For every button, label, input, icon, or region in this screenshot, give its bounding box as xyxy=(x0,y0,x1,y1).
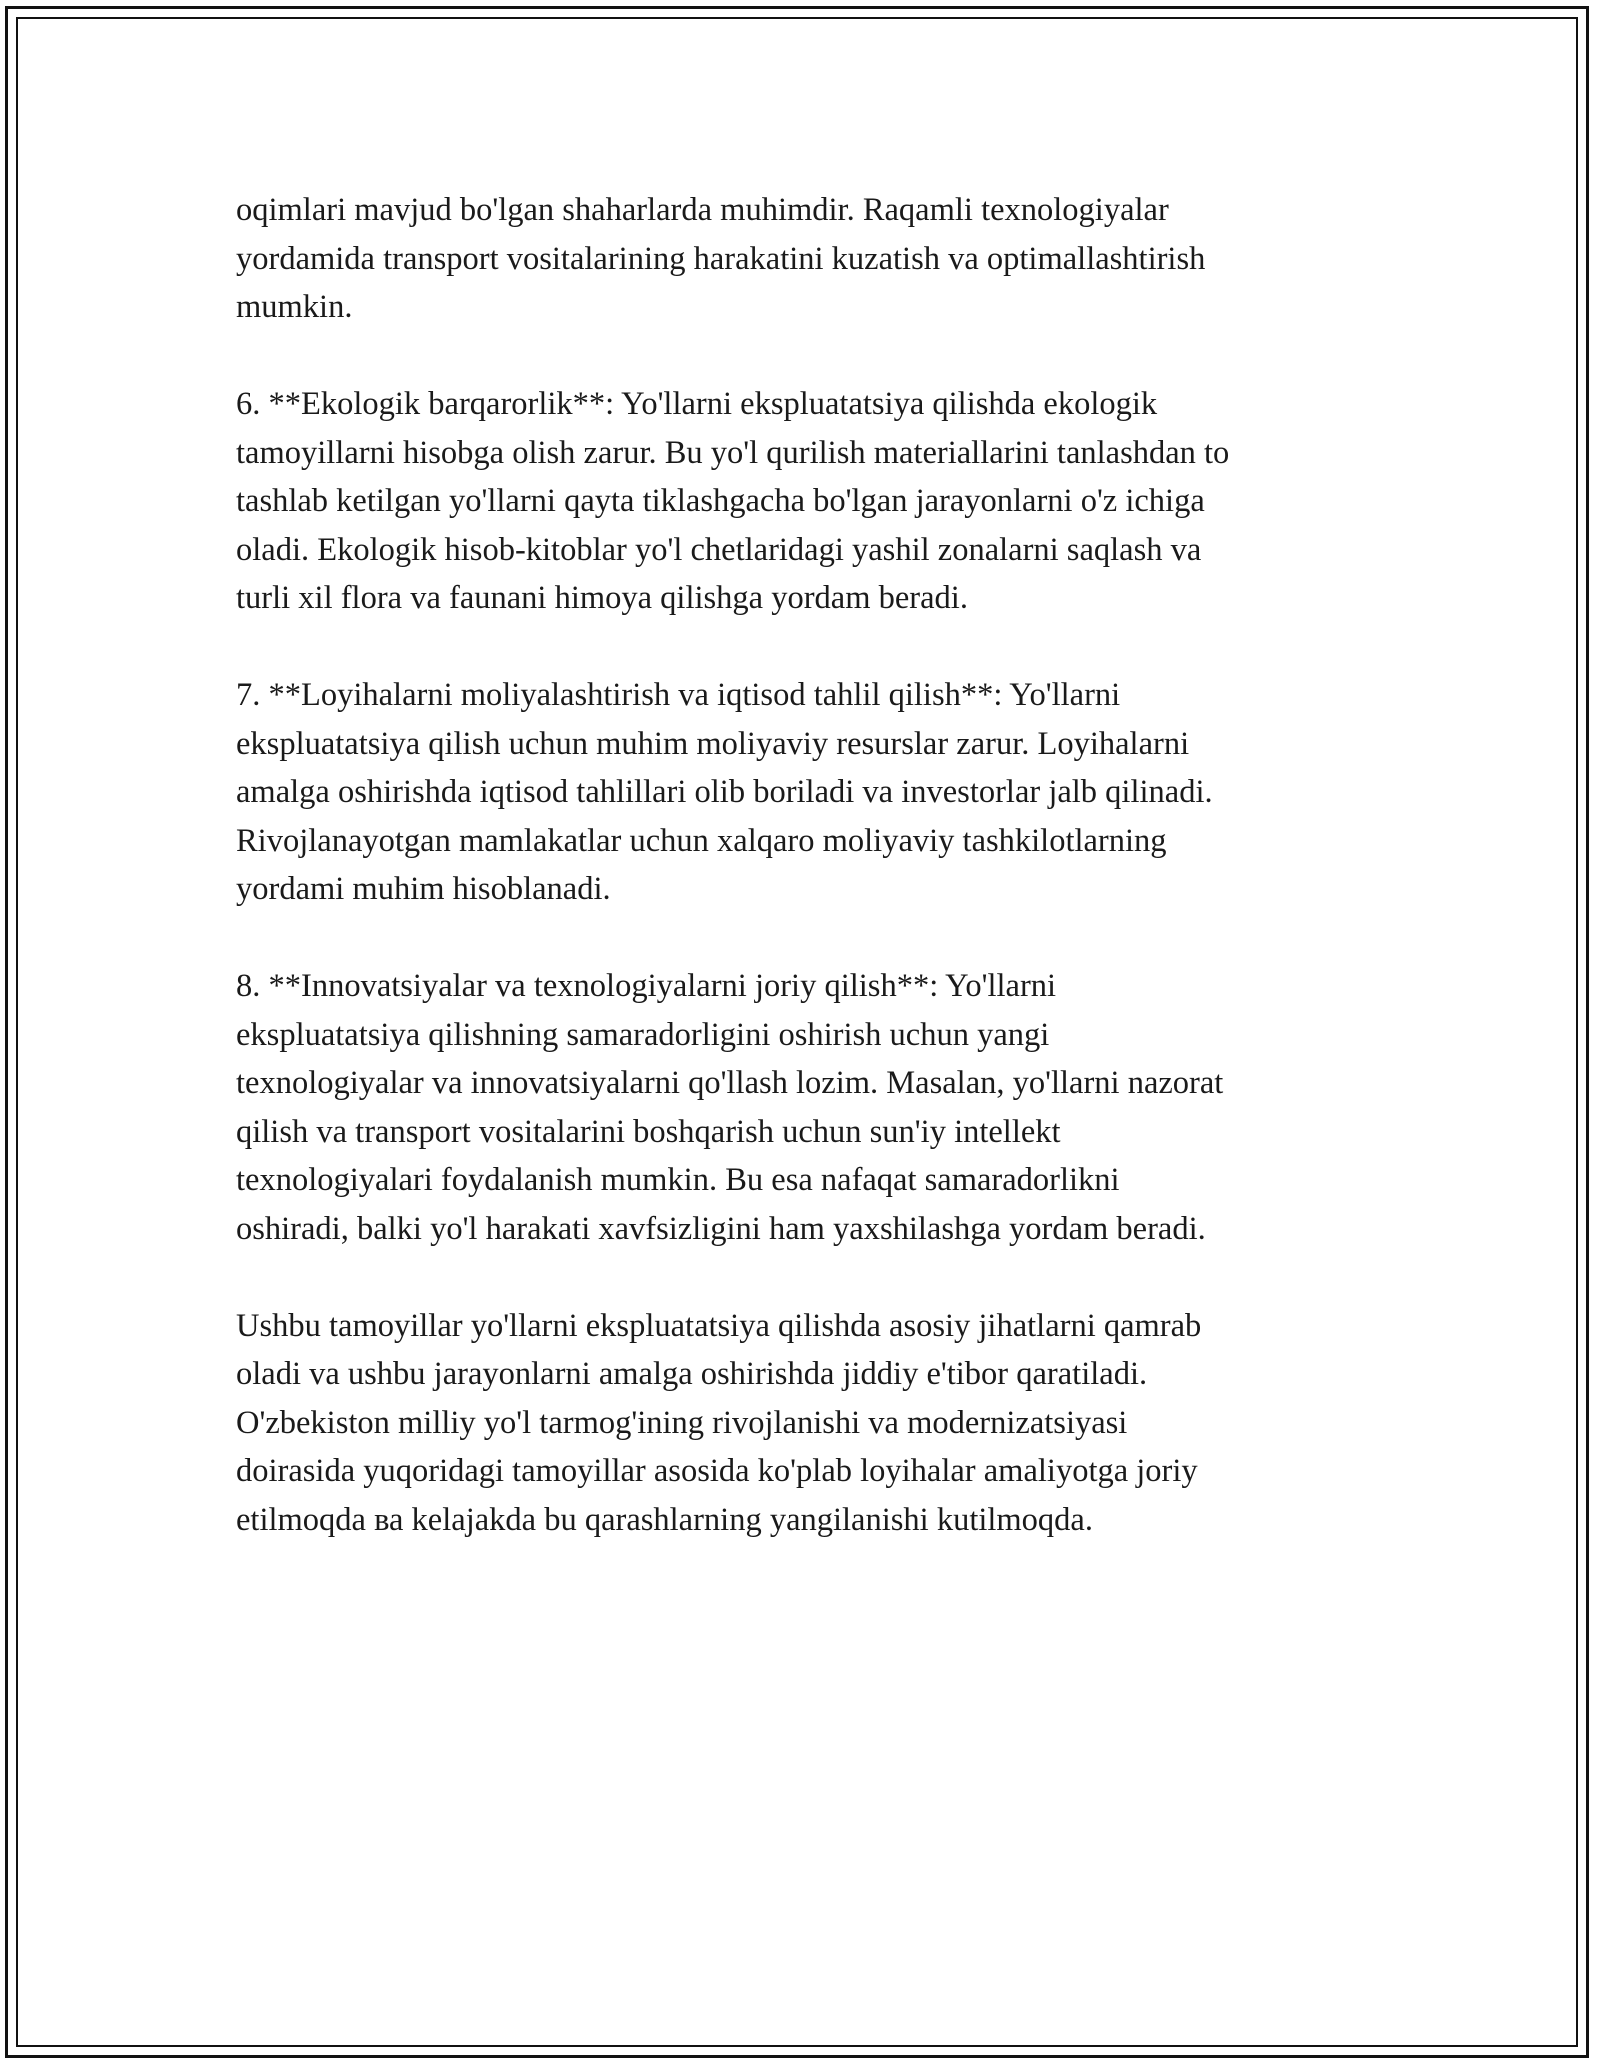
text-line: oshiradi, balki yo'l harakati xavfsizligini ham yaxshilashga yordam beradi. xyxy=(236,1210,1206,1247)
document-body xyxy=(236,186,1386,1593)
text-line: mumkin. xyxy=(236,289,353,325)
text-line: 7. **Loyihalarni moliyalashtirish va iqtisod tahlil qilish**: Yo'llarni xyxy=(236,677,1121,713)
text-line: ekspluatatsiya qilish uchun muhim moliyaviy resurslar zarur. Loyihalarni xyxy=(236,725,1190,762)
text-line: yordamida transport vositalarining harakatini kuzatish va optimallashtirish xyxy=(236,240,1206,277)
text-line: amalga oshirishda iqtisod tahlillari olib boriladi va investorlar jalb qilinadi. xyxy=(236,774,1213,810)
text-line: tashlab ketilgan yo'llarni qayta tiklashgacha bo'lgan jarayonlarni o'z ichiga xyxy=(236,483,1205,519)
text-line: O'zbekiston milliy yo'l tarmog'ining rivojlanishi va modernizatsiyasi xyxy=(236,1404,1128,1441)
paragraph-innovations xyxy=(236,962,1386,1253)
text-line: qilish va transport vositalarini boshqarish uchun sun'iy intellekt xyxy=(236,1113,1061,1150)
paragraph-traffic-flows xyxy=(236,186,1386,332)
text-line: 8. **Innovatsiyalar va texnologiyalarni joriy qilish**: Yo'llarni xyxy=(236,968,1057,1004)
text-line: turli xil flora va faunani himoya qilishga yordam beradi. xyxy=(236,580,968,616)
text-line: oladi va ushbu jarayonlarni amalga oshirishda jiddiy e'tibor qaratiladi. xyxy=(236,1356,1148,1392)
paragraph-ecological-sustainability xyxy=(236,380,1386,623)
paragraph-conclusion xyxy=(236,1302,1386,1545)
text-line: oladi. Ekologik hisob-kitoblar yo'l chetlaridagi yashil zonalarni saqlash va xyxy=(236,531,1202,568)
text-line: tamoyillarni hisobga olish zarur. Bu yo'l qurilish materiallarini tanlashdan to xyxy=(236,434,1230,471)
text-line: Ushbu tamoyillar yo'llarni ekspluatatsiya qilishda asosiy jihatlarni qamrab xyxy=(236,1307,1202,1344)
text-line: texnologiyalar va innovatsiyalarni qo'llash lozim. Masalan, yo'llarni nazorat xyxy=(236,1065,1224,1101)
text-line: doirasida yuqoridagi tamoyillar asosida ko'plab loyihalar amaliyotga joriy xyxy=(236,1453,1198,1489)
text-line: oqimlari mavjud bo'lgan shaharlarda muhimdir. Raqamli texnologiyalar xyxy=(236,192,1169,228)
text-line: yordami muhim hisoblanadi. xyxy=(236,871,611,907)
paragraph-project-financing xyxy=(236,671,1386,914)
text-line: Rivojlanayotgan mamlakatlar uchun xalqaro moliyaviy tashkilotlarning xyxy=(236,822,1167,859)
text-line: texnologiyalari foydalanish mumkin. Bu esa nafaqat samaradorlikni xyxy=(236,1162,1120,1198)
text-line: ekspluatatsiya qilishning samaradorligini oshirish uchun yangi xyxy=(236,1016,1050,1053)
text-line: etilmoqda ва kelajakda bu qarashlarning yangilanishi kutilmoqda. xyxy=(236,1501,1093,1538)
text-line: 6. **Ekologik barqarorlik**: Yo'llarni ekspluatatsiya qilishda ekologik xyxy=(236,386,1158,422)
